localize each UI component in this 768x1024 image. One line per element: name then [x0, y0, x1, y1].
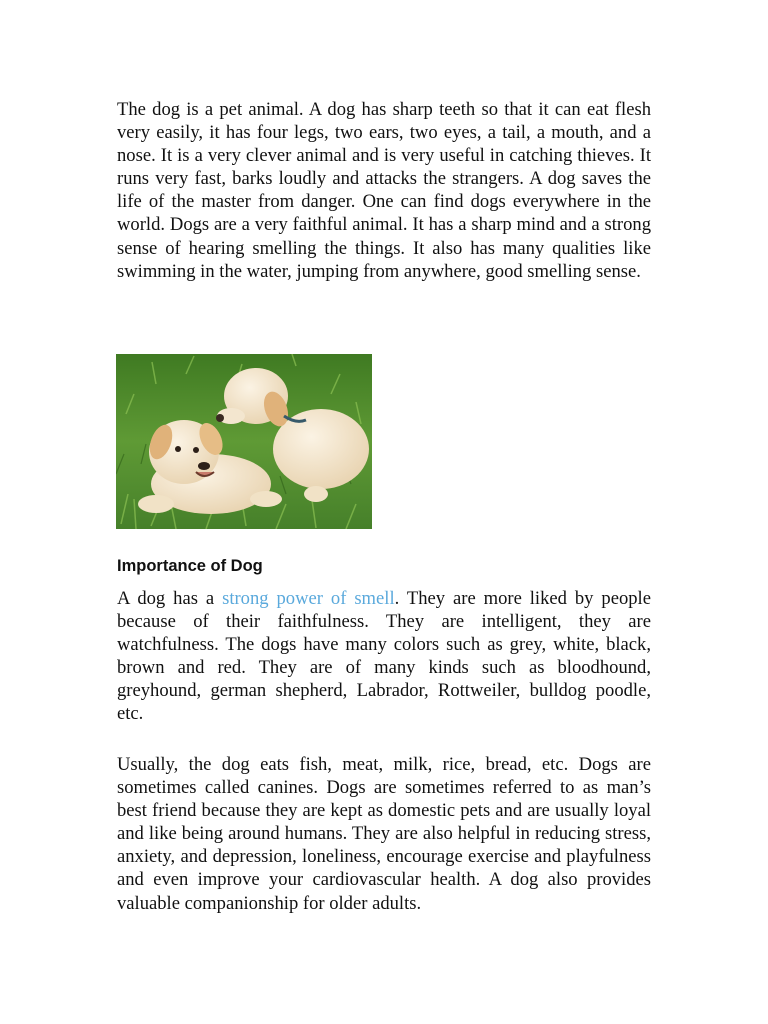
- two-puppies-on-grass-photo: [116, 354, 372, 529]
- paragraph-text-end: . They are more liked by people because of their faithfulness. They are intelligent, they are watchfulness. The dogs have many colors such as grey, white, black, brown and red. They are of many kinds such as bloodhound, greyhound, german shepherd, Labrador, Rottweiler, bulldog poodle, etc.: [117, 588, 651, 725]
- puppies-photo: [116, 354, 372, 529]
- importance-paragraph: [117, 587, 651, 726]
- intro-paragraph: The dog is a pet animal. A dog has sharp teeth so that it can eat flesh very easily, it has four legs, two ears, two eyes, a tail, a mouth, and a nose. It is a very clever animal and is very useful in catching thieves. It runs very fast, barks loudly and attacks the strangers. A dog saves the life of the master from danger. One can find dogs everywhere in the world. Dogs are a very faithful animal. It has a sharp mind and a strong sense of hearing smelling the things. It also has many qualities like swimming in the water, jumping from anywhere, good smelling sense.: [117, 99, 651, 282]
- section-heading: Importance of Dog: [117, 557, 263, 575]
- diet-paragraph: Usually, the dog eats fish, meat, milk, rice, bread, etc. Dogs are sometimes called canines. Dogs are sometimes referred to as man’s best friend because they are kept as domestic pets and are usually loyal and like being around humans. They are also helpful in reducing stress, anxiety, and depression, loneliness, encourage exercise and playfulness and even improve your cardiovascular health. A dog also provides valuable companionship for older adults.: [117, 754, 651, 914]
- smell-link[interactable]: strong power of smell: [222, 588, 395, 609]
- paragraph-text-start: A dog has a: [117, 588, 223, 609]
